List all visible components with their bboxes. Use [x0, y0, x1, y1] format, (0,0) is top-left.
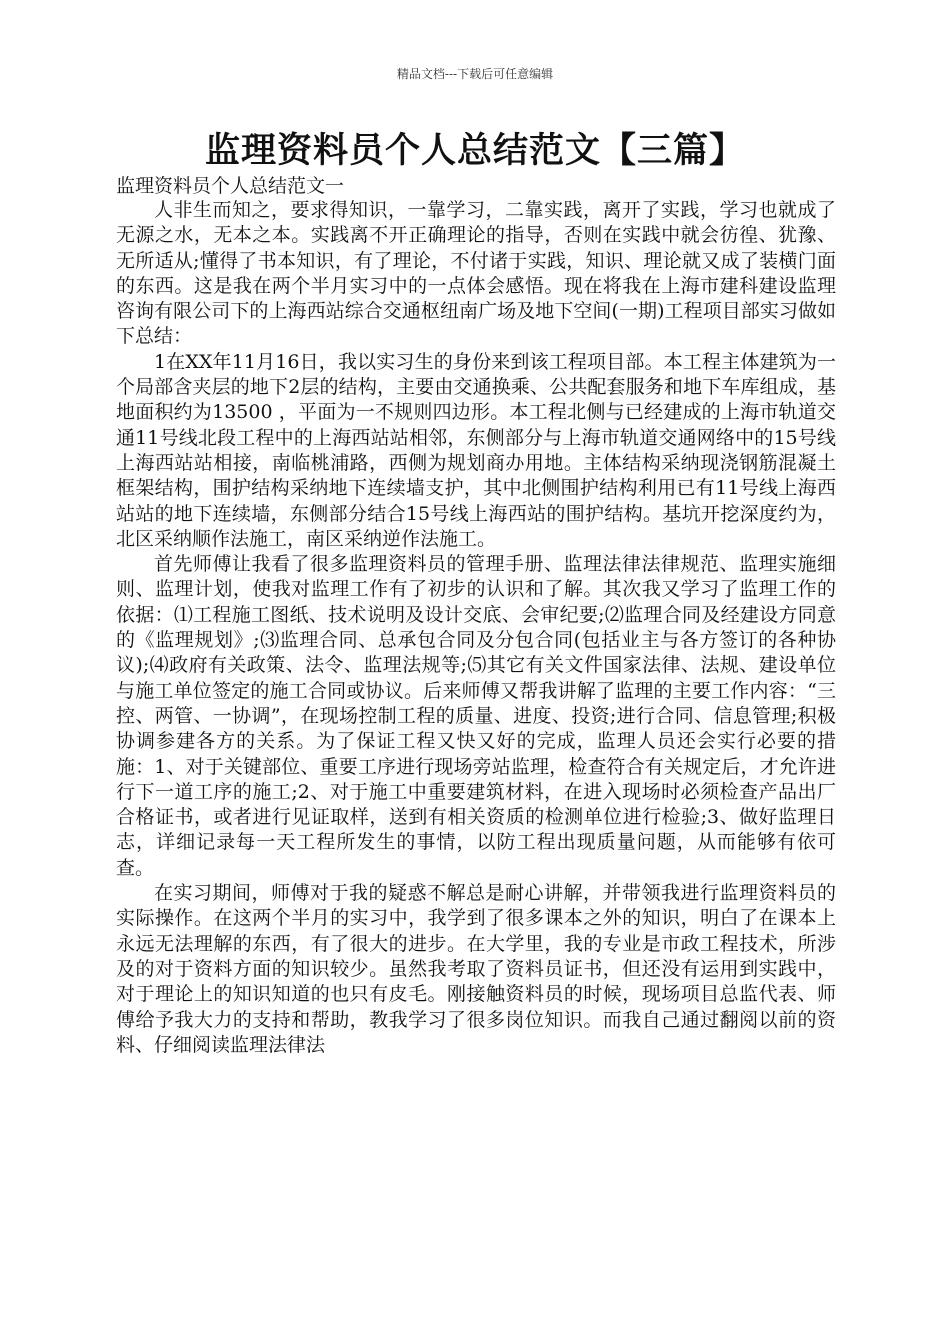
document-title: 监理资料员个人总结范文【三篇】: [204, 131, 745, 171]
section-subtitle: 监理资料员个人总结范文一: [116, 175, 345, 197]
paragraph-2: 1在XX年11月16日，我以实习生的身份来到该工程项目部。本工程主体建筑为一个局部含夹层的地下2层的结构，主要由交通换乘、公共配套服务和地下车库组成，基地面积约为13500 ，平面为一不规则四边形。本工程北侧与已经建成的上海市轨道交通11号线北段工程中的上海西站站相邻，东侧部分与上海市轨道交通网络中的15号线上海西站站相接，南临桃浦路，西侧为规划商办用地。主体结构采纳现浇钢筋混凝土框架结构，围护结构采纳地下连续墙支护，其中北侧围护结构利用已有11号线上海西站站的地下连续墙，东侧部分结合15号线上海西站的围护结构。基坑开挖深度约为，北区采纳顺作法施工，南区采纳逆作法施工。: [116, 350, 836, 550]
page-header: 精品文档---下载后可任意编辑: [396, 67, 554, 81]
paragraph-3: 首先师傅让我看了很多监理资料员的管理手册、监理法律法律规范、监理实施细则、监理计划，使我对监理工作有了初步的认识和了解。其次我又学习了监理工作的依据：⑴工程施工图纸、技术说明及设计交底、会审纪要;⑵监理合同及经建设方同意的《监理规划》;⑶监理合同、总承包合同及分包合同(包括业主与各方签订的各种协议);⑷政府有关政策、法令、监理法规等;⑸其它有关文件国家法律、法规、建设单位与施工单位签定的施工合同或协议。后来师傅又帮我讲解了监理的主要工作内容：“三控、两管、一协调”，在现场控制工程的质量、进度、投资;进行合同、信息管理;积极协调参建各方的关系。为了保证工程又快又好的完成，监理人员还会实行必要的措施：1、对于关键部位、重要工序进行现场旁站监理，检查符合有关规定后，才允许进行下一道工序的施工;2、对于施工中重要建筑材料，在进入现场时必须检查产品出厂合格证书，或者进行见证取样，送到有相关资质的检测单位进行检验;3、做好监理日志，详细记录每一天工程所发生的事情，以防工程出现质量问题，从而能够有依可查。: [116, 553, 836, 879]
paragraph-4: 在实习期间，师傅对于我的疑惑不解总是耐心讲解，并带领我进行监理资料员的实际操作。在这两个半月的实习中，我学到了很多课本之外的知识，明白了在课本上永远无法理解的东西，有了很大的进步。在大学里，我的专业是市政工程技术，所涉及的对于资料方面的知识较少。虽然我考取了资料员证书，但还没有运用到实践中，对于理论上的知识知道的也只有皮毛。刚接触资料员的时候，现场项目总监代表、师傅给予我大力的支持和帮助，教我学习了很多岗位知识。而我自己通过翻阅以前的资料、仔细阅读监理法律法: [116, 882, 836, 1056]
document-body: [116, 174, 836, 1058]
paragraph-1: 人非生而知之，要求得知识，一靠学习，二靠实践，离开了实践，学习也就成了无源之水，无本之本。实践离不开正确理论的指导，否则在实践中就会彷徨、犹豫、无所适从;懂得了书本知识，有了理论，不付诸于实践，知识、理论就又成了装横门面的东西。这是我在两个半月实习中的一点体会感悟。现在将我在上海市建科建设监理咨询有限公司下的上海西站综合交通枢纽南广场及地下空间(一期)工程项目部实习做如下总结：: [116, 199, 836, 348]
